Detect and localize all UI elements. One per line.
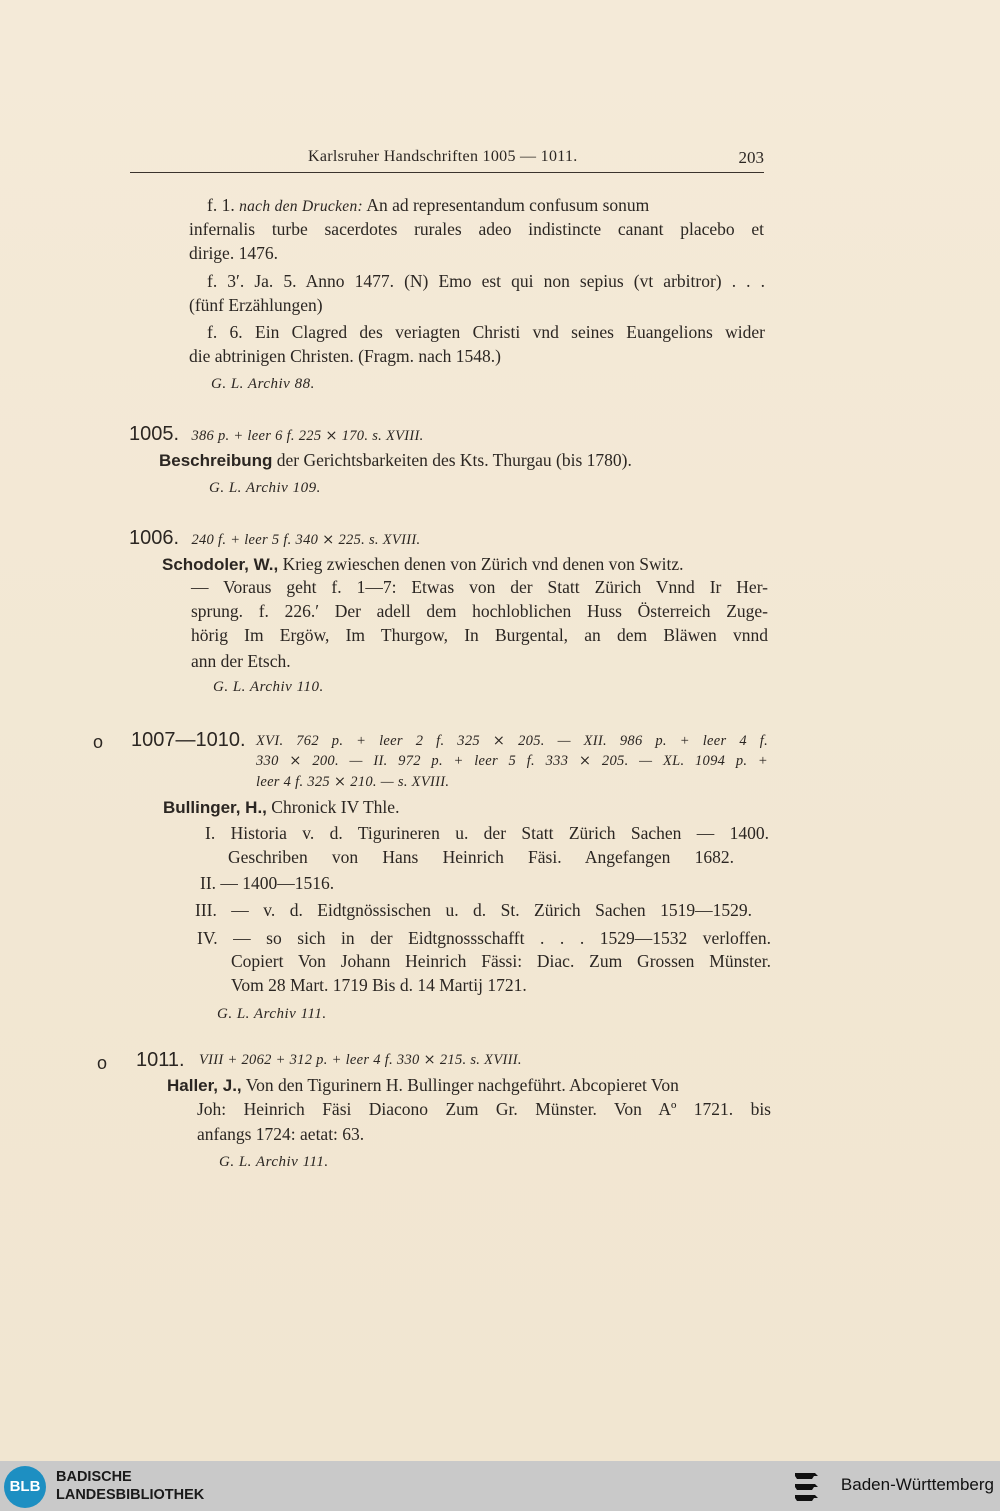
intro-line-4: f. 3′. Ja. 5. Anno 1477. (N) Emo est qui non sepius (vt arbitror) . . . bbox=[207, 271, 765, 291]
entry-1007-marker: o bbox=[93, 732, 104, 752]
header-title: Karlsruher Handschriften 1005 — 1011. bbox=[308, 148, 578, 165]
entry-1006-author: Schodoler, W., bbox=[162, 555, 279, 574]
intro-line-6: f. 6. Ein Clagred des veriagten Christi vnd seines Euangelions wider bbox=[207, 322, 765, 342]
blb-logo-icon[interactable]: BLB bbox=[4, 1466, 46, 1508]
entry-1005-signature: G. L. Archiv 109. bbox=[209, 480, 321, 496]
entry-1005-meta: 386 p. + leer 6 f. 225 ⨯ 170. s. XVIII. bbox=[191, 428, 424, 444]
entry-1011-number: 1011. bbox=[136, 1049, 185, 1071]
intro-signature: G. L. Archiv 88. bbox=[211, 376, 315, 392]
blb-name[interactable]: BADISCHE LANDESBIBLIOTHEK bbox=[56, 1469, 205, 1503]
intro-line-7: die abtrinigen Christen. (Fragm. nach 1548.) bbox=[189, 346, 502, 366]
intro-line-3: dirige. 1476. bbox=[189, 243, 278, 263]
entry-1005-author: Beschreibung bbox=[159, 451, 273, 470]
entry-1007-line-6: IV. — so sich in der Eidtgnossschafft . . . 1529—1532 verloffen. bbox=[197, 928, 771, 948]
entry-1007-line-7: Copiert Von Johann Heinrich Fässi: Diac. Zum Grossen Münster. bbox=[231, 951, 771, 971]
entry-1006-line-4: hörig Im Ergöw, Im Thurgow, In Burgental, an dem Bläwen vnnd bbox=[191, 625, 768, 645]
entry-1011-meta: VIII + 2062 + 312 p. + leer 4 f. 330 ⨯ 215. s. XVIII. bbox=[199, 1052, 522, 1068]
entry-1006-number: 1006. bbox=[129, 527, 180, 549]
intro-line-5: (fünf Erzählungen) bbox=[189, 295, 323, 315]
intro-line-2: infernalis turbe sacerdotes rurales adeo indistincte canant placebo et bbox=[189, 219, 764, 239]
entry-1005-heading bbox=[129, 423, 424, 447]
lions-crest-icon bbox=[792, 1469, 822, 1505]
entry-1006-line-5: ann der Etsch. bbox=[191, 651, 291, 671]
entry-1007-meta-3: leer 4 f. 325 ⨯ 210. — s. XVIII. bbox=[256, 774, 450, 790]
entry-1007-line-2: I. Historia v. d. Tigurineren u. der Statt Zürich Sachen — 1400. bbox=[205, 823, 769, 843]
entry-1007-meta-2: 330 ⨯ 200. — II. 972 p. + leer 5 f. 333 ⨯ 205. — XL. 1094 p. + bbox=[256, 753, 768, 769]
entry-1007-line-1: Bullinger, H., Chronick IV Thle. bbox=[163, 797, 400, 817]
entry-1011-line-1: Haller, J., Von den Tigurinern H. Bullinger nachgeführt. Abcopieret Von bbox=[167, 1075, 679, 1095]
entry-1011-marker: o bbox=[97, 1053, 108, 1073]
page-number: 203 bbox=[738, 148, 764, 167]
entry-1006-line-3: sprung. f. 226.′ Der adell dem hochloblichen Huss Österreich Zuge- bbox=[191, 601, 768, 621]
entry-1007-number: 1007—1010. bbox=[131, 729, 246, 751]
entry-1011-line-3: anfangs 1724: aetat: 63. bbox=[197, 1124, 365, 1144]
entry-1007-line-5: III. — v. d. Eidtgnössischen u. d. St. Zürich Sachen 1519—1529. bbox=[195, 900, 752, 920]
running-header bbox=[130, 148, 764, 173]
entry-1007-signature: G. L. Archiv 111. bbox=[217, 1006, 327, 1022]
entry-1006-line-2: — Voraus geht f. 1—7: Etwas von der Statt Zürich Vnnd Ir Her- bbox=[191, 577, 768, 597]
entry-1005-line-1: Beschreibung der Gerichtsbarkeiten des Kts. Thurgau (bis 1780). bbox=[159, 450, 632, 470]
entry-1007-author: Bullinger, H., bbox=[163, 798, 267, 817]
entry-1005-number: 1005. bbox=[129, 423, 180, 445]
entry-1011-signature: G. L. Archiv 111. bbox=[219, 1154, 329, 1170]
entry-1007-line-8: Vom 28 Mart. 1719 Bis d. 14 Martij 1721. bbox=[231, 975, 527, 995]
footer-bar bbox=[0, 1461, 1000, 1511]
entry-1006-heading bbox=[129, 527, 420, 551]
bw-label[interactable]: Baden-Württemberg bbox=[840, 1475, 994, 1494]
entry-1011-line-2: Joh: Heinrich Fäsi Diacono Zum Gr. Münster. Von Aº 1721. bis bbox=[197, 1099, 771, 1119]
intro-line-1: f. 1. nach den Drucken: An ad representandum confusum sonum bbox=[207, 195, 650, 215]
entry-1007-meta-1: XVI. 762 p. + leer 2 f. 325 ⨯ 205. — XII. 986 p. + leer 4 f. bbox=[256, 733, 768, 749]
entry-1007-line-4: II. — 1400—1516. bbox=[200, 873, 335, 893]
entry-1006-line-1: Schodoler, W., Krieg zwieschen denen von Zürich vnd denen von Switz. bbox=[162, 554, 684, 574]
entry-1006-signature: G. L. Archiv 110. bbox=[213, 679, 324, 695]
entry-1007-line-3: Geschriben von Hans Heinrich Fäsi. Angefangen 1682. bbox=[228, 847, 734, 867]
entry-1006-meta: 240 f. + leer 5 f. 340 ⨯ 225. s. XVIII. bbox=[191, 532, 421, 548]
entry-1011-author: Haller, J., bbox=[167, 1076, 242, 1095]
